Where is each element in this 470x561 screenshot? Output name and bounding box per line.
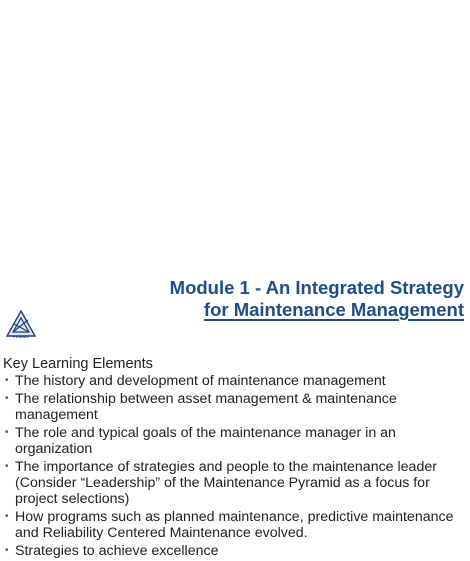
key-learning-heading: Key Learning Elements: [3, 356, 153, 372]
list-item: • How programs such as planned maintenance, predictive maintenance and Reliability Centered Maintenance evolved.: [3, 509, 465, 541]
list-item: • Strategies to achieve excellence: [3, 543, 465, 559]
title-line-1: Module 1 - An Integrated Strategy: [169, 277, 464, 298]
logo-text: PEMAC: [13, 334, 29, 339]
list-item: • The role and typical goals of the maintenance manager in an organization: [3, 425, 465, 457]
list-item: • The importance of strategies and people to the maintenance leader (Consider “Leadership” of the Maintenance Pyramid as a focus for project selections): [3, 459, 465, 507]
list-item: • The history and development of maintenance management: [3, 373, 465, 389]
slide-title: [170, 277, 464, 321]
title-line-2: for Maintenance Management: [203, 299, 464, 320]
list-item: • The relationship between asset management & maintenance management: [3, 391, 465, 423]
learning-elements-list: [3, 373, 465, 561]
